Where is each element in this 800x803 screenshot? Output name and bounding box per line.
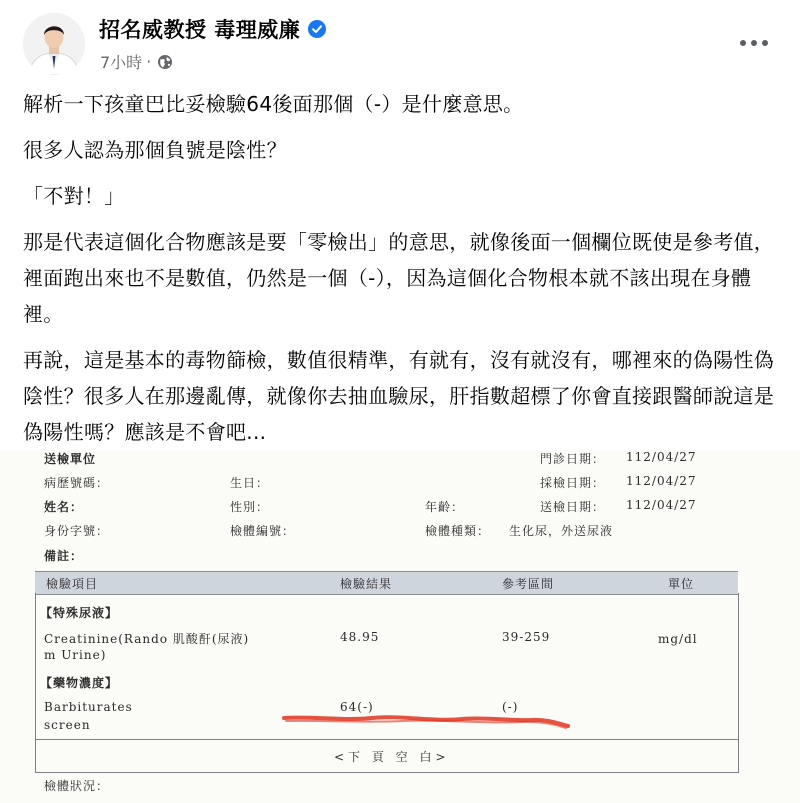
column-header: 單位	[668, 577, 695, 591]
verified-badge-icon	[308, 20, 326, 38]
test-item-name: screen	[44, 718, 91, 732]
report-name-label: 姓名：	[44, 500, 84, 514]
report-specimen-no-label: 檢體編號：	[230, 524, 296, 538]
report-age-label: 年齡：	[425, 500, 465, 514]
report-collect-date: 112/04/27	[626, 474, 697, 488]
globe-icon	[157, 54, 173, 70]
report-send-date: 112/04/27	[626, 498, 697, 512]
post-paragraph: 那是代表這個化合物應該是要「零檢出」的意思，就像後面一個欄位既使是參考值，裡面跑出來也不是數值，仍然是一個（-），因為這個化合物根本就不該出現在身體裡。	[23, 230, 775, 326]
test-reference-range: (-)	[502, 700, 519, 714]
more-dot-icon	[740, 40, 746, 46]
report-section-title: 【藥物濃度】	[40, 676, 119, 690]
report-submit-unit: 送檢單位	[44, 452, 97, 466]
report-sex-label: 性別：	[230, 500, 270, 514]
test-item-name: Creatinine(Rando 肌酸酐(尿液)	[44, 632, 250, 646]
post-paragraph: 解析一下孩童巴比妥檢驗64後面那個（-）是什麼意思。	[23, 92, 524, 116]
table-divider	[35, 772, 739, 773]
test-result: 64(-)	[340, 700, 374, 714]
test-item-name: m Urine)	[44, 648, 107, 662]
report-send-date-label: 送檢日期：	[540, 500, 606, 514]
report-collect-date-label: 採檢日期：	[540, 476, 606, 490]
report-record-no-label: 病歷號碼：	[44, 476, 110, 490]
post-author[interactable]	[99, 14, 326, 44]
post-time[interactable]: 7小時	[100, 53, 143, 72]
report-clinic-date: 112/04/27	[626, 450, 697, 464]
avatar[interactable]	[23, 13, 85, 75]
report-specimen-status-label: 檢體狀況：	[44, 779, 110, 793]
red-underline-annotation	[282, 712, 572, 730]
report-note-label: 備註：	[44, 549, 84, 563]
report-clinic-date-label: 門診日期：	[540, 452, 606, 466]
more-dot-icon	[762, 40, 768, 46]
report-footer-blank: <下 頁 空 白>	[334, 750, 450, 764]
report-id-label: 身份字號：	[44, 524, 110, 538]
test-item-name: Barbiturates	[44, 700, 133, 714]
post-header	[0, 0, 800, 84]
author-name[interactable]: 招名威教授 毒理威廉	[99, 18, 301, 42]
column-header: 檢驗結果	[340, 577, 393, 591]
post-paragraph: 很多人認為那個負號是陰性？	[23, 138, 287, 162]
post-meta	[100, 50, 173, 73]
column-header: 檢驗項目	[46, 577, 99, 591]
post-paragraph: 再說，這是基本的毒物篩檢，數值很精準，有就有，沒有就沒有，哪裡來的偽陽性偽陰性？很多人在那邊亂傳，就像你去抽血驗尿，肝指數超標了你會直接跟醫師說這是偽陽性嗎？應該是不會吧...	[23, 348, 775, 444]
avatar-photo	[23, 13, 85, 75]
more-options-button[interactable]	[734, 32, 774, 54]
table-divider	[35, 739, 739, 740]
table-border-right	[738, 593, 739, 773]
meta-separator: ·	[146, 52, 152, 71]
report-section-title: 【特殊尿液】	[40, 606, 119, 620]
more-dot-icon	[751, 40, 757, 46]
post-paragraph: 「不對！」	[23, 184, 125, 208]
test-result: 48.95	[340, 630, 380, 644]
column-header: 參考區間	[502, 577, 555, 591]
lab-report-image[interactable]	[0, 450, 800, 803]
table-border-left	[35, 593, 36, 773]
post-text	[23, 86, 783, 460]
report-specimen-type-label: 檢體種類：	[425, 524, 491, 538]
report-specimen-type: 生化尿，外送尿液	[509, 524, 614, 538]
test-unit: mg/dl	[658, 632, 698, 646]
test-reference-range: 39-259	[502, 630, 551, 644]
report-birth-label: 生日：	[230, 476, 270, 490]
